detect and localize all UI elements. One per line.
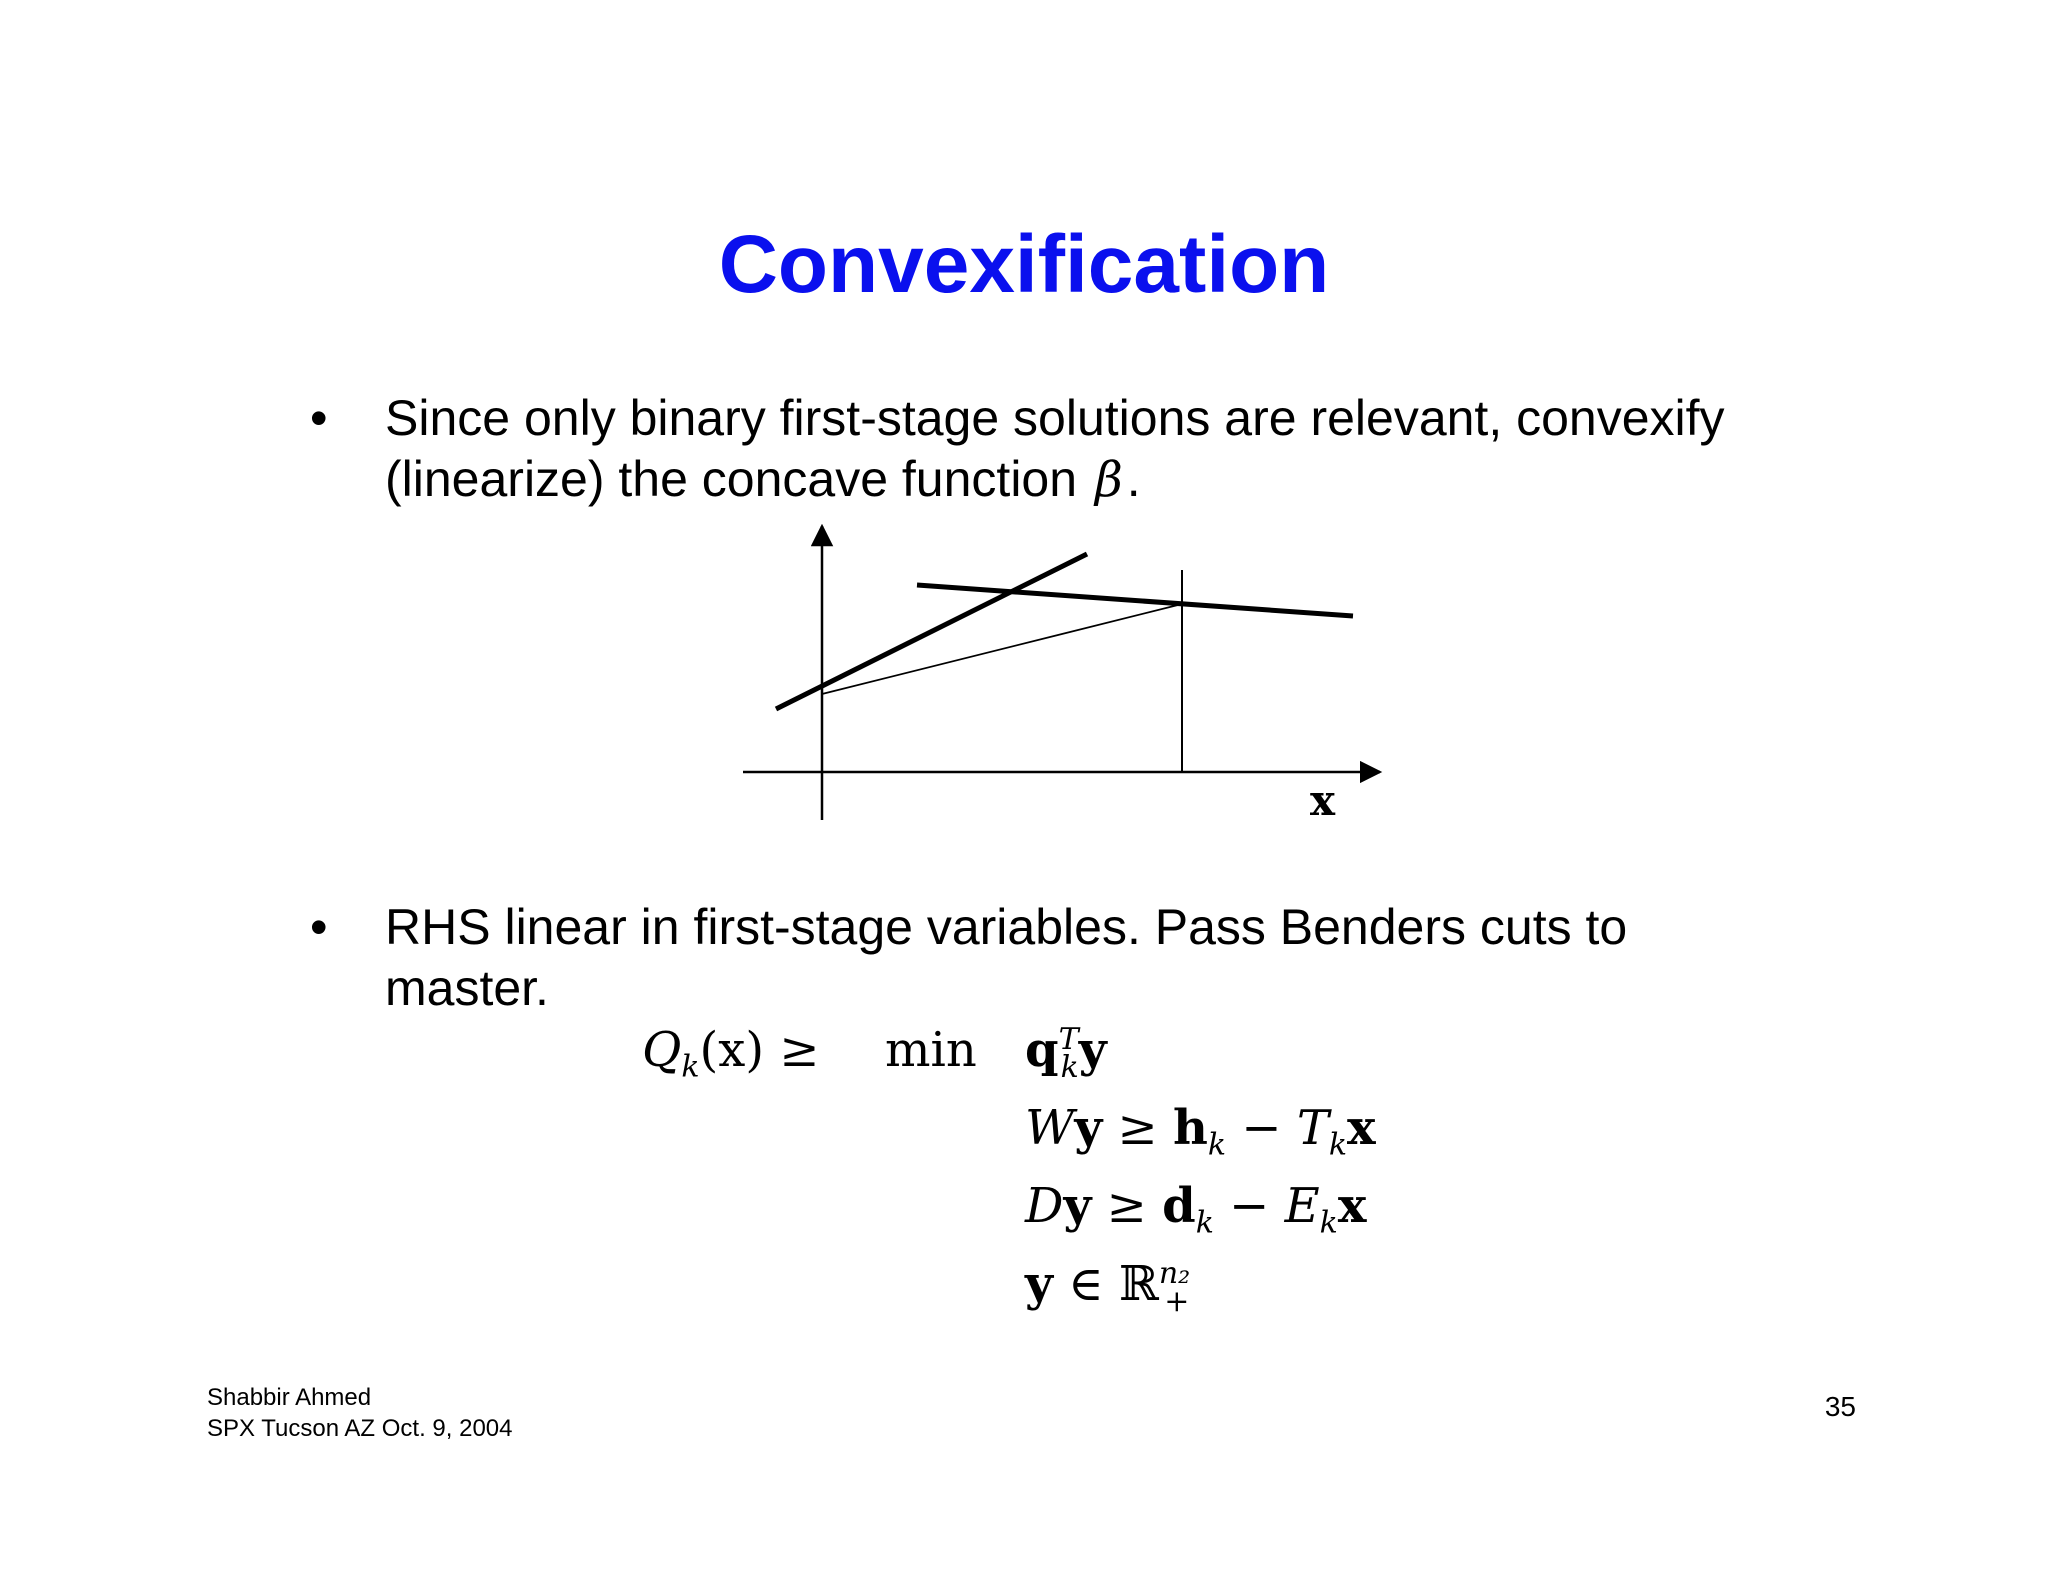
bullet-benders xyxy=(310,897,1805,1019)
x-axis-label: x xyxy=(1310,776,1336,825)
formula-objective: $q^T_ky$ xyxy=(1025,1022,1107,1085)
bullet-marker: • xyxy=(310,390,328,446)
bullet-trailing: . xyxy=(1126,451,1141,507)
formula-constraint-1: $Wy \ge h_k - T_kx$ xyxy=(1025,1100,1376,1163)
linearization-chord xyxy=(822,604,1182,694)
bullet-text: Since only binary first-stage solutions are relevant, convexify (linearize) the concave function xyxy=(385,390,1725,507)
page-number: 35 xyxy=(1824,1391,1856,1422)
bullet-text: RHS linear in first-stage variables. Pass Benders cuts to master. xyxy=(385,899,1628,1016)
footer-event: SPX Tucson AZ Oct. 9, 2004 xyxy=(207,1415,513,1442)
footer-author: Shabbir Ahmed xyxy=(207,1384,372,1411)
formula-lhs: $Q_k(x)$ ≥ xyxy=(642,1022,820,1085)
flat-linear-function xyxy=(917,585,1353,616)
slide-title: Convexification xyxy=(718,219,1330,310)
formula-constraint-2: $Dy \ge d_k - E_kx$ xyxy=(1025,1178,1367,1241)
footer-credits xyxy=(207,1382,513,1444)
beta-symbol: β xyxy=(1095,452,1123,508)
formula-min: min xyxy=(885,1022,977,1078)
bullet-marker: • xyxy=(310,899,328,955)
formula-domain: y ∈ ℝ$^{n_2}_+$ xyxy=(1025,1256,1191,1319)
